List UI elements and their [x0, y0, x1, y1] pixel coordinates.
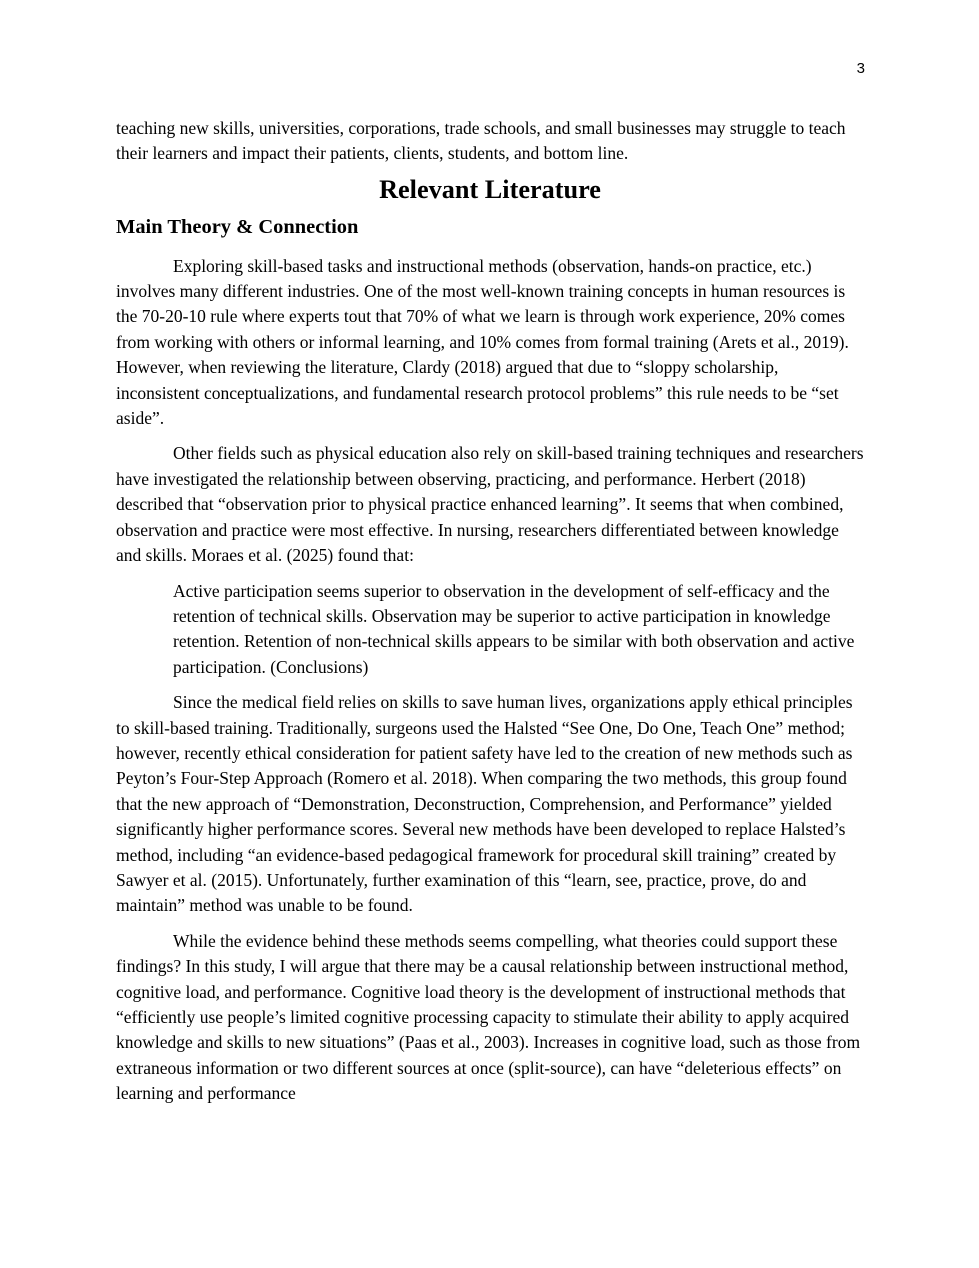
body-paragraph-medical-field: Since the medical field relies on skills to save human lives, organizations apply ethical principles to skill-based training. Traditionally, surgeons used the Halsted “See One, Do One, Teach One” method; however, recently ethical consideration for patient safety have led to the creation of new methods such as Peyton’s Four-Step Approach (Romero et al. 2018). When comparing the two methods, this group found that the new approach of “Demonstration, Deconstruction, Comprehension, and Performance” yielded significantly higher performance scores. Several new methods have been developed to replace Halsted’s method, including “an evidence-based pedagogical framework for procedural skill training” created by Sawyer et al. (2015). Unfortunately, further examination of this “learn, see, practice, prove, do and maintain” method was unable to be found.	[116, 692, 853, 916]
page-number: 3	[856, 60, 865, 77]
subheading: Main Theory & Connection	[116, 216, 359, 239]
section-heading: Relevant Literature	[379, 174, 601, 204]
document-body	[116, 116, 864, 1117]
body-paragraph-cognitive-load: While the evidence behind these methods seems compelling, what theories could support these findings? In this study, I will argue that there may be a causal relationship between instructional method, cognitive load, and performance. Cognitive load theory is the development of instructional methods that “efficiently use people’s limited cognitive processing capacity to stimulate their ability to apply acquired knowledge and skills to new situations” (Paas et al., 2003). Increases in cognitive load, such as those from extraneous information or two different sources at once (split-source), can have “deleterious effects” on learning and performance	[116, 930, 861, 1104]
body-paragraph-physical-education: Other fields such as physical education also rely on skill-based training techniques and researchers have investigated the relationship between observing, practicing, and performance. Herbert (2018) described that “observation prior to physical practice enhanced learning”. It seems that when combined, observation and practice were most effective. In nursing, researchers differentiated between knowledge and skills. Moraes et al. (2025) found that:	[116, 443, 864, 566]
body-paragraph-70-20-10: Exploring skill-based tasks and instructional methods (observation, hands-on practice, etc.) involves many different industries. One of the most well-known training concepts in human resources is the 70-20-10 rule where experts tout that 70% of what we learn is through work experience, 20% comes from working with others or informal learning, and 10% comes from formal training (Arets et al., 2019). However, when reviewing the literature, Clardy (2018) argued that due to “sloppy scholarship, inconsistent conceptualizations, and fundamental research protocol problems” this rule needs to be “set aside”.	[116, 255, 849, 429]
block-quote: Active participation seems superior to observation in the development of self-efficacy and the retention of technical skills. Observation may be superior to active participation in knowledge retention. Retention of non-technical skills appears to be similar with both observation and active participation. (Conclusions)	[173, 580, 855, 677]
opening-paragraph: teaching new skills, universities, corporations, trade schools, and small businesses may struggle to teach their learners and impact their patients, clients, students, and bottom line.	[116, 118, 846, 164]
